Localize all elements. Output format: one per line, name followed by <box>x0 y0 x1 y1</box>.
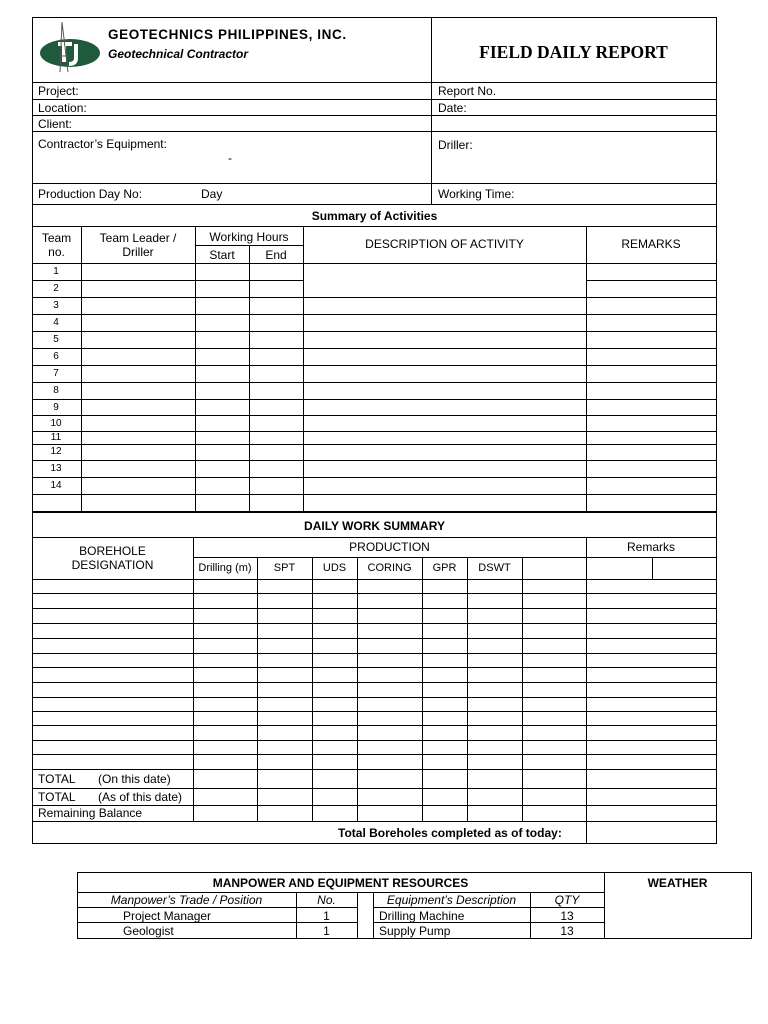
team-row-number: 5 <box>53 334 59 345</box>
team-row-number: 3 <box>53 300 59 311</box>
col-trade-position: Manpower’s Trade / Position <box>110 893 263 907</box>
location-label: Location: <box>38 101 87 115</box>
col-summary-remarks: Remarks <box>626 540 675 554</box>
col-equipment-description: Equipment’s Description <box>386 893 517 907</box>
col-leader-line2: Driller <box>122 245 154 259</box>
team-row-number: 9 <box>53 402 59 413</box>
equipment-description: Supply Pump <box>379 924 451 938</box>
project-label: Project: <box>38 84 79 98</box>
team-row-number: 12 <box>50 446 62 457</box>
team-row-number: 10 <box>50 418 62 429</box>
equipment-description: Drilling Machine <box>379 909 465 923</box>
col-working-hours: Working Hours <box>209 230 289 244</box>
col-production: PRODUCTION <box>349 540 430 554</box>
col-borehole-designation <box>32 544 193 572</box>
equipment-value: - <box>228 151 232 165</box>
remaining-balance-label: Remaining Balance <box>38 806 143 820</box>
manpower-position: Project Manager <box>123 909 212 923</box>
col-borehole-line1: BOREHOLE <box>79 544 146 558</box>
activities-title: Summary of Activities <box>311 209 438 223</box>
col-team-no <box>32 231 81 259</box>
manpower-position: Geologist <box>123 924 174 938</box>
team-row-number: 7 <box>53 368 59 379</box>
team-row-number: 8 <box>53 385 59 396</box>
total-on-date-note: (On this date) <box>98 772 171 786</box>
col-manpower-no: No. <box>317 893 336 907</box>
col-gpr: GPR <box>432 562 457 574</box>
col-start: Start <box>209 248 235 262</box>
col-spt: SPT <box>273 562 296 574</box>
team-row-number: 2 <box>53 283 59 294</box>
company-logo <box>38 20 102 76</box>
company-tagline: Geotechnical Contractor <box>108 47 249 61</box>
team-row-number: 4 <box>53 317 59 328</box>
team-row-number: 1 <box>53 266 59 277</box>
col-end: End <box>265 248 287 262</box>
col-description: DESCRIPTION OF ACTIVITY <box>365 237 524 251</box>
col-remarks: REMARKS <box>621 237 681 251</box>
equipment-qty: 13 <box>560 909 574 923</box>
company-name: GEOTECHNICS PHILIPPINES, INC. <box>108 27 347 42</box>
col-team-leader <box>81 231 195 259</box>
col-team-line2: no. <box>48 245 65 259</box>
col-borehole-line2: DESIGNATION <box>71 558 154 572</box>
weather-title: WEATHER <box>647 876 708 890</box>
total-label: TOTAL <box>38 772 76 786</box>
day-label: Day <box>201 187 223 201</box>
total-label: TOTAL <box>38 790 76 804</box>
production-day-label: Production Day No: <box>38 187 143 201</box>
resources-title: MANPOWER AND EQUIPMENT RESOURCES <box>212 876 469 890</box>
team-row-number: 6 <box>53 351 59 362</box>
team-row-number: 11 <box>50 432 62 443</box>
equipment-label: Contractor’s Equipment: <box>38 137 167 151</box>
col-coring: CORING <box>367 562 412 574</box>
total-as-of-date-note: (As of this date) <box>98 790 183 804</box>
date-label: Date: <box>438 101 467 115</box>
team-row-number: 14 <box>50 480 62 491</box>
col-dswt: DSWT <box>478 562 511 574</box>
report-title: FIELD DAILY REPORT <box>479 42 668 62</box>
equipment-qty: 13 <box>560 924 574 938</box>
driller-label: Driller: <box>438 138 473 152</box>
working-time-label: Working Time: <box>438 187 515 201</box>
col-drilling: Drilling (m) <box>198 562 252 574</box>
col-qty: QTY <box>554 893 580 907</box>
col-leader-line1: Team Leader / <box>99 231 177 245</box>
manpower-count: 1 <box>323 924 330 938</box>
manpower-count: 1 <box>323 909 330 923</box>
col-uds: UDS <box>322 562 347 574</box>
work-summary-title: DAILY WORK SUMMARY <box>304 519 445 533</box>
client-label: Client: <box>38 117 73 131</box>
col-team-line1: Team <box>41 231 72 245</box>
total-boreholes-label: Total Boreholes completed as of today: <box>338 826 562 840</box>
team-row-number: 13 <box>50 463 62 474</box>
report-no-label: Report No. <box>438 84 497 98</box>
